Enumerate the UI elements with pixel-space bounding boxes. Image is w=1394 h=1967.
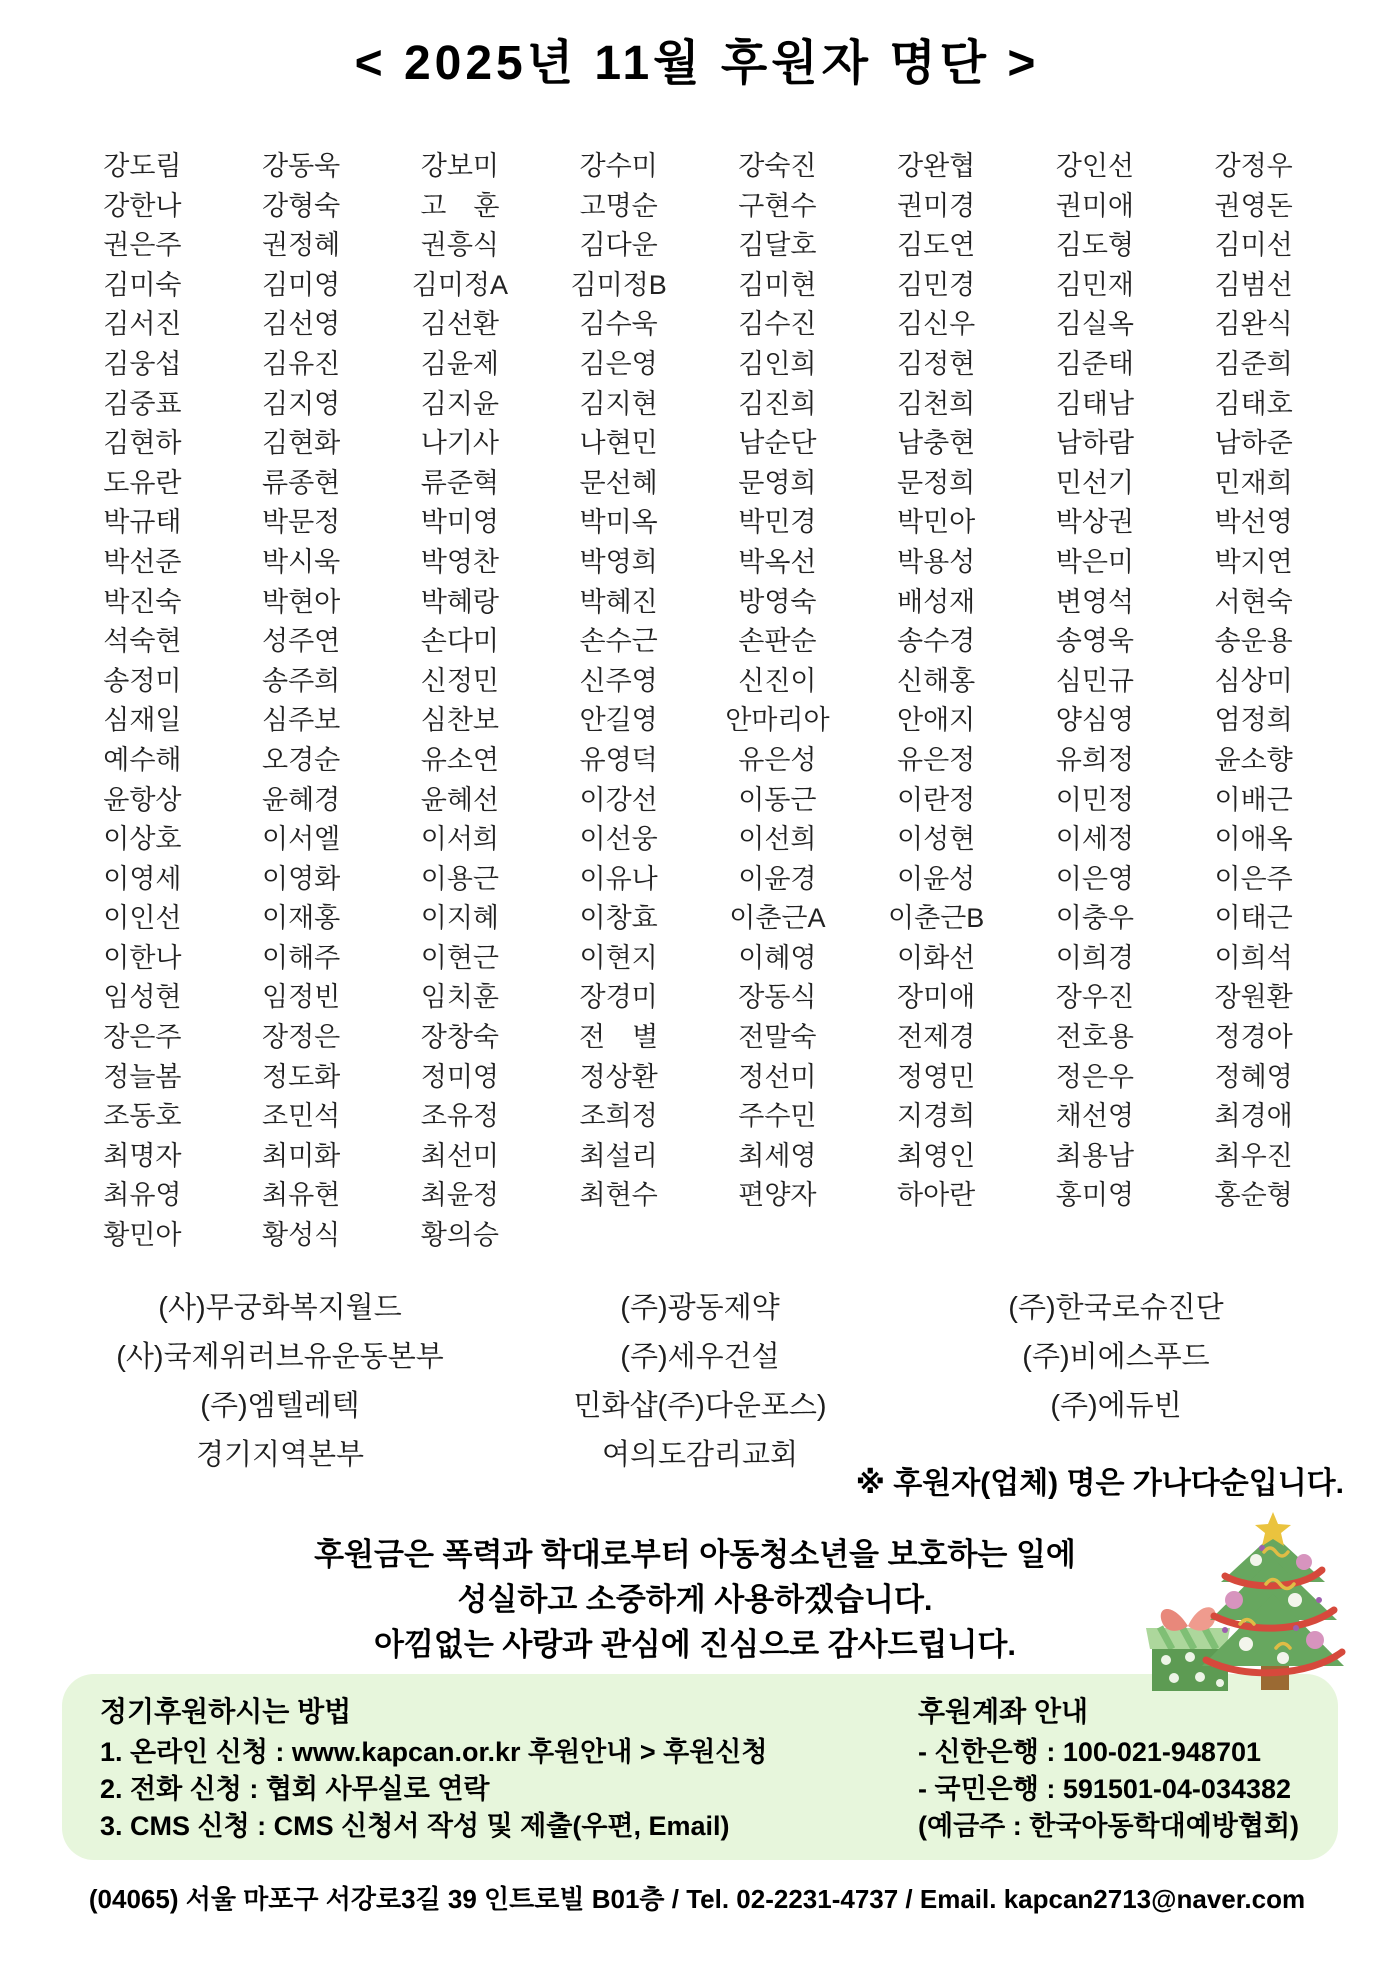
donor-name: 김도연 xyxy=(897,230,976,261)
donor-name: 성주연 xyxy=(262,626,341,657)
donor-name: 이혜영 xyxy=(738,942,817,973)
donor-name: 황성식 xyxy=(262,1220,341,1251)
donor-name-grid xyxy=(63,147,1333,1256)
donor-name: 이인선 xyxy=(103,903,182,934)
donor-name: 강보미 xyxy=(420,151,499,181)
donor-name: 문정희 xyxy=(897,467,976,498)
donor-name: 손다미 xyxy=(420,626,499,657)
donor-name: 박지연 xyxy=(1214,546,1293,577)
donor-name: 엄정희 xyxy=(1214,705,1293,736)
donor-name: 정상환 xyxy=(579,1061,658,1092)
donor-name: 김윤제 xyxy=(420,348,499,379)
donor-name: 방영숙 xyxy=(738,586,817,617)
tree-tiers xyxy=(1202,1534,1344,1666)
organization-name: (주)세우건설 xyxy=(620,1341,780,1373)
donor-name: 남충현 xyxy=(897,428,976,459)
donor-name: 강형숙 xyxy=(262,190,341,221)
donor-name: 최영인 xyxy=(897,1140,976,1171)
donor-name: 김선환 xyxy=(420,309,499,340)
donor-name: 강도림 xyxy=(103,151,182,181)
donor-name: 이배근 xyxy=(1214,784,1293,815)
donor-name: 이란정 xyxy=(897,784,976,815)
donor-name: 권정혜 xyxy=(262,230,341,261)
donor-name: 김정현 xyxy=(897,348,976,379)
donor-name: 이영화 xyxy=(262,863,341,894)
donor-name: 정영민 xyxy=(897,1061,976,1092)
donor-name: 주수민 xyxy=(738,1101,817,1132)
donor-name: 강숙진 xyxy=(738,151,817,181)
org-list-left xyxy=(70,1284,490,1480)
donor-name: 이춘근B xyxy=(887,903,985,934)
sort-order-note: ※ 후원자(업체) 명은 가나다순입니다. xyxy=(855,1467,1344,1500)
donor-name: 이애옥 xyxy=(1214,824,1293,855)
donor-name: 최용남 xyxy=(1055,1140,1134,1171)
donation-method-header: 정기후원하시는 방법 xyxy=(100,1696,352,1727)
donor-name: 서현숙 xyxy=(1214,586,1293,617)
donor-name: 정도화 xyxy=(262,1061,341,1092)
donor-name: 장창숙 xyxy=(420,1022,499,1053)
donor-name: 김다운 xyxy=(579,230,658,261)
donor-name: 정경아 xyxy=(1214,1022,1293,1053)
donor-name: 최설리 xyxy=(579,1140,658,1171)
donor-name: 윤소향 xyxy=(1214,744,1293,775)
donor-name: 장경미 xyxy=(579,982,658,1013)
donor-name: 채선영 xyxy=(1055,1101,1134,1132)
donor-name: 정선미 xyxy=(738,1061,817,1092)
donor-name: 안길영 xyxy=(579,705,658,736)
donor-name: 박선준 xyxy=(103,546,182,577)
donor-name: 이상호 xyxy=(103,824,182,855)
donor-name: 최유영 xyxy=(103,1180,182,1211)
donor-name: 유소연 xyxy=(420,744,499,775)
donor-name: 황의승 xyxy=(420,1220,499,1251)
donor-name: 박현아 xyxy=(262,586,341,617)
donor-name: 김은영 xyxy=(579,348,658,379)
donor-name: 김태남 xyxy=(1055,388,1134,419)
donor-name: 유은정 xyxy=(897,744,976,775)
donor-name: 이화선 xyxy=(897,942,976,973)
donor-name: 유영덕 xyxy=(579,744,658,775)
donor-name: 김유진 xyxy=(262,348,341,379)
donor-name: 김미숙 xyxy=(103,269,182,300)
donor-name: 이유나 xyxy=(579,863,658,894)
donor-name: 장동식 xyxy=(738,982,817,1013)
donor-name: 이선희 xyxy=(738,824,817,855)
donor-name: 최선미 xyxy=(420,1140,499,1171)
donor-name: 김민경 xyxy=(897,269,976,300)
donor-name: 이용근 xyxy=(420,863,499,894)
donor-name: 이태근 xyxy=(1214,903,1293,934)
donor-name: 권은주 xyxy=(103,230,182,261)
donor-name: 박진숙 xyxy=(103,586,182,617)
donation-account-item: - 국민은행 : 591501-04-034382 xyxy=(918,1774,1292,1804)
donor-name: 장은주 xyxy=(103,1022,182,1053)
donor-name: 유은성 xyxy=(738,744,817,775)
donor-name: 전말숙 xyxy=(738,1022,817,1053)
message-line-3: 아낌없는 사랑과 관심에 진심으로 감사드립니다. xyxy=(374,1627,1016,1662)
donor-name: 신정민 xyxy=(420,665,499,696)
donation-method-item: 2. 전화 신청 : 협회 사무실로 연락 xyxy=(100,1774,490,1804)
donor-name: 윤항상 xyxy=(103,784,182,815)
donor-name: 심찬보 xyxy=(420,705,499,736)
donor-name: 이현근 xyxy=(420,942,499,973)
donor-name: 김수진 xyxy=(738,309,817,340)
donor-name: 강한나 xyxy=(103,190,182,221)
donor-name: 송수경 xyxy=(897,626,976,657)
organization-name: (주)한국로슈진단 xyxy=(1008,1292,1224,1324)
donor-name: 최현수 xyxy=(579,1180,658,1211)
donor-name: 도유란 xyxy=(103,467,182,498)
donor-name: 장우진 xyxy=(1055,982,1134,1013)
donor-name: 전 별 xyxy=(579,1022,659,1053)
donor-name: 김범선 xyxy=(1214,269,1293,300)
donor-name: 최경애 xyxy=(1214,1101,1293,1132)
donor-name: 김미정A xyxy=(411,269,508,300)
donor-name: 홍미영 xyxy=(1055,1180,1134,1211)
donor-name: 신진이 xyxy=(738,665,817,696)
donor-name: 박미옥 xyxy=(579,507,658,538)
donor-name: 예수해 xyxy=(103,744,182,775)
christmas-tree-illustration xyxy=(1118,1508,1392,1708)
donor-name: 김중표 xyxy=(103,388,182,419)
donor-name: 박영희 xyxy=(579,546,658,577)
org-list-right xyxy=(906,1284,1326,1431)
donor-name: 김미현 xyxy=(738,269,817,300)
donor-name: 편양자 xyxy=(738,1180,817,1211)
donor-name: 박선영 xyxy=(1214,507,1293,538)
donor-name: 김선영 xyxy=(262,309,341,340)
donor-name: 박민경 xyxy=(738,507,817,538)
donor-name: 조유정 xyxy=(420,1101,499,1132)
donor-name: 김태호 xyxy=(1214,388,1293,419)
donor-name: 강동욱 xyxy=(262,151,341,181)
donation-method-list xyxy=(100,1734,767,1845)
donor-name: 심주보 xyxy=(262,705,341,736)
donor-name: 김지윤 xyxy=(420,388,499,419)
donor-name: 이희석 xyxy=(1214,942,1293,973)
donor-name: 강정우 xyxy=(1214,151,1293,181)
donor-name: 고 훈 xyxy=(420,190,500,221)
organization-name: 경기지역본부 xyxy=(195,1439,365,1471)
donor-name: 김서진 xyxy=(103,309,182,340)
footer-contact-info: (04065) 서울 마포구 서강로3길 39 인트로빌 B01층 / Tel. 02-2231-4737 / Email. kapcan2713@naver.com xyxy=(88,1884,1306,1914)
donation-account-list xyxy=(918,1734,1299,1845)
donor-name: 이서엘 xyxy=(262,824,341,855)
donor-name: 박상권 xyxy=(1055,507,1134,538)
donor-name: 이선웅 xyxy=(579,824,658,855)
donor-name: 정미영 xyxy=(420,1061,499,1092)
donor-name: 임정빈 xyxy=(262,982,341,1013)
donor-name: 김미선 xyxy=(1214,230,1293,261)
donor-name: 김민재 xyxy=(1055,269,1134,300)
donation-account-header: 후원계좌 안내 xyxy=(918,1696,1089,1727)
donor-name: 박민아 xyxy=(897,507,976,538)
donor-name: 강인선 xyxy=(1055,151,1134,181)
donor-name: 장미애 xyxy=(897,982,976,1013)
organization-name: (주)비에스푸드 xyxy=(1022,1341,1210,1373)
donor-name: 최우진 xyxy=(1214,1140,1293,1171)
donor-name: 조희정 xyxy=(579,1101,658,1132)
donor-name: 심상미 xyxy=(1214,665,1293,696)
gift-bow-left xyxy=(1161,1609,1188,1631)
donor-name: 이은영 xyxy=(1055,863,1134,894)
donor-name: 이민정 xyxy=(1055,784,1134,815)
donor-name: 구현수 xyxy=(738,190,817,221)
donor-name: 권미경 xyxy=(897,190,976,221)
donor-name: 안애지 xyxy=(897,705,976,736)
donor-name: 이재홍 xyxy=(262,903,341,934)
organization-name: (주)광동제약 xyxy=(620,1292,780,1324)
donor-name: 이창효 xyxy=(579,903,658,934)
donor-name: 이영세 xyxy=(103,863,182,894)
donation-account-item: (예금주 : 한국아동학대예방협회) xyxy=(918,1811,1300,1841)
donor-name: 이한나 xyxy=(103,942,182,973)
donor-name: 이서희 xyxy=(420,824,499,855)
donor-name: 류준혁 xyxy=(420,467,499,498)
donor-name: 송영욱 xyxy=(1055,626,1134,657)
donor-name: 권흥식 xyxy=(420,230,499,261)
organization-name: 여의도감리교회 xyxy=(601,1439,799,1471)
donor-name: 김준희 xyxy=(1214,348,1293,379)
donor-name: 이윤경 xyxy=(738,863,817,894)
donation-account-section xyxy=(918,1694,1299,1845)
donor-name: 문영희 xyxy=(738,467,817,498)
donor-name: 최유현 xyxy=(262,1180,341,1211)
donor-name: 신주영 xyxy=(579,665,658,696)
donor-name: 손수근 xyxy=(579,626,658,657)
donor-name: 박시욱 xyxy=(262,546,341,577)
donor-name: 윤혜선 xyxy=(420,784,499,815)
donor-name: 김진희 xyxy=(738,388,817,419)
donor-name: 박미영 xyxy=(420,507,499,538)
donor-name: 송주희 xyxy=(262,665,341,696)
donor-name: 이동근 xyxy=(738,784,817,815)
donor-name: 양심영 xyxy=(1055,705,1134,736)
donor-name: 홍순형 xyxy=(1214,1180,1293,1211)
donor-name: 조동호 xyxy=(103,1101,182,1132)
donor-name: 황민아 xyxy=(103,1220,182,1251)
donor-name: 이충우 xyxy=(1055,903,1134,934)
donor-name: 김완식 xyxy=(1214,309,1293,340)
donor-name: 이춘근A xyxy=(729,903,826,934)
donor-name: 류종현 xyxy=(262,467,341,498)
donor-name: 이윤성 xyxy=(897,863,976,894)
organization-name: (주)에듀빈 xyxy=(1050,1390,1182,1422)
donor-name: 김미정B xyxy=(570,269,667,300)
donor-name: 송운용 xyxy=(1214,626,1293,657)
donor-name: 문선혜 xyxy=(579,467,658,498)
donor-name: 김지현 xyxy=(579,388,658,419)
donor-name: 조민석 xyxy=(262,1101,341,1132)
donation-method-item: 1. 온라인 신청 : www.kapcan.or.kr 후원안내 > 후원신청 xyxy=(100,1737,768,1767)
donor-name: 이성현 xyxy=(897,824,976,855)
donor-name: 박혜랑 xyxy=(420,586,499,617)
donor-name: 심재일 xyxy=(103,705,182,736)
donor-name: 최명자 xyxy=(103,1140,182,1171)
donor-name: 박혜진 xyxy=(579,586,658,617)
donor-name: 전제경 xyxy=(897,1022,976,1053)
donation-method-section xyxy=(100,1694,767,1845)
donor-name: 심민규 xyxy=(1055,665,1134,696)
donor-name: 강수미 xyxy=(579,151,658,181)
donor-name: 남하람 xyxy=(1055,428,1134,459)
donor-name: 김인희 xyxy=(738,348,817,379)
donor-name: 박문정 xyxy=(262,507,341,538)
donor-name: 나현민 xyxy=(579,428,658,459)
donor-name: 김준태 xyxy=(1055,348,1134,379)
donor-name: 안마리아 xyxy=(725,705,830,736)
donor-name: 박옥선 xyxy=(738,546,817,577)
donor-name: 김신우 xyxy=(897,309,976,340)
donor-name: 이현지 xyxy=(579,942,658,973)
donor-name: 배성재 xyxy=(897,586,976,617)
donor-name: 임성현 xyxy=(103,982,182,1013)
donor-name: 권미애 xyxy=(1055,190,1134,221)
donor-name: 박은미 xyxy=(1055,546,1134,577)
donor-name: 장정은 xyxy=(262,1022,341,1053)
donor-name: 석숙현 xyxy=(103,626,182,657)
organization-name: 민화샵(주)다운포스) xyxy=(573,1390,827,1422)
donor-name: 임치훈 xyxy=(420,982,499,1013)
donor-name: 윤혜경 xyxy=(262,784,341,815)
donor-name: 김현하 xyxy=(103,428,182,459)
donor-name: 김달호 xyxy=(738,230,817,261)
donor-name: 최윤정 xyxy=(420,1180,499,1211)
donor-name: 이해주 xyxy=(262,942,341,973)
org-list-center xyxy=(490,1284,910,1480)
donor-name: 정늘봄 xyxy=(103,1061,182,1092)
donor-name: 최세영 xyxy=(738,1140,817,1171)
donor-name: 정은우 xyxy=(1055,1061,1134,1092)
donor-name: 남순단 xyxy=(738,428,817,459)
donor-name: 김수욱 xyxy=(579,309,658,340)
donor-name: 김웅섭 xyxy=(103,348,182,379)
donor-name: 박규태 xyxy=(103,507,182,538)
donor-name: 권영돈 xyxy=(1214,190,1293,221)
donor-name: 손판순 xyxy=(738,626,817,657)
donor-name: 이은주 xyxy=(1214,863,1293,894)
donor-name: 이강선 xyxy=(579,784,658,815)
donor-name: 김도형 xyxy=(1055,230,1134,261)
donor-name: 고명순 xyxy=(579,190,658,221)
donor-name: 민재희 xyxy=(1214,467,1293,498)
donor-name: 변영석 xyxy=(1055,586,1134,617)
donor-name: 오경순 xyxy=(262,744,341,775)
donor-name: 김지영 xyxy=(262,388,341,419)
donation-account-item: - 신한은행 : 100-021-948701 xyxy=(918,1737,1261,1767)
message-line-1: 후원금은 폭력과 학대로부터 아동청소년을 보호하는 일에 xyxy=(314,1537,1076,1572)
donor-name: 정혜영 xyxy=(1214,1061,1293,1092)
donor-name: 김현화 xyxy=(262,428,341,459)
donor-name: 최미화 xyxy=(262,1140,341,1171)
donor-name: 박영찬 xyxy=(420,546,499,577)
donor-name: 남하준 xyxy=(1214,428,1293,459)
donor-name: 민선기 xyxy=(1055,467,1134,498)
donor-name: 지경희 xyxy=(897,1101,976,1132)
donor-name: 전호용 xyxy=(1055,1022,1134,1053)
donor-name: 이희경 xyxy=(1055,942,1134,973)
donor-name: 이지혜 xyxy=(420,903,499,934)
donor-name: 나기사 xyxy=(420,428,499,459)
donor-name: 김미영 xyxy=(262,269,341,300)
donor-name: 송정미 xyxy=(103,665,182,696)
donor-name: 김천희 xyxy=(897,388,976,419)
page-title: < 2025년 11월 후원자 명단 > xyxy=(354,37,1040,90)
donor-name: 박용성 xyxy=(897,546,976,577)
donor-name: 이세정 xyxy=(1055,824,1134,855)
donor-name: 장원환 xyxy=(1214,982,1293,1013)
donation-method-item: 3. CMS 신청 : CMS 신청서 작성 및 제출(우편, Email) xyxy=(100,1811,730,1841)
organization-name: (사)무궁화복지월드 xyxy=(158,1292,402,1324)
donor-name: 강완협 xyxy=(897,151,976,181)
donor-name: 신해홍 xyxy=(897,665,976,696)
organization-name: (주)엠텔레텍 xyxy=(200,1390,360,1422)
organization-name: (사)국제위러브유운동본부 xyxy=(116,1341,444,1373)
donor-name: 유희정 xyxy=(1055,744,1134,775)
message-line-2: 성실하고 소중하게 사용하겠습니다. xyxy=(457,1582,933,1617)
donor-name: 김실옥 xyxy=(1055,309,1134,340)
donor-name: 하아란 xyxy=(897,1180,976,1211)
